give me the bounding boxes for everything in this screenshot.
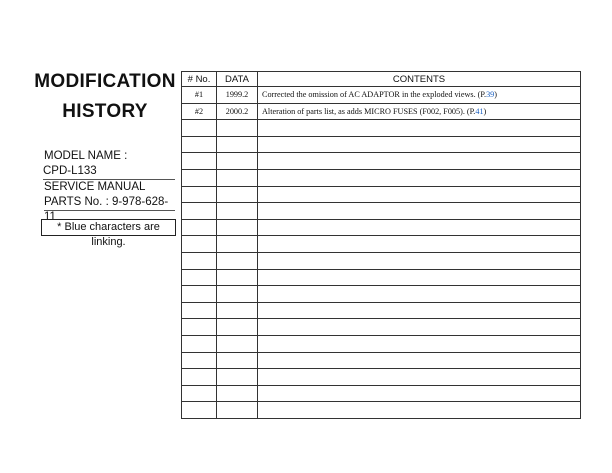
row-number: #1 — [182, 87, 217, 104]
empty-cell — [217, 369, 258, 386]
title-modification: MODIFICATION — [34, 71, 176, 92]
empty-row — [182, 335, 581, 352]
empty-cell — [217, 153, 258, 170]
header-no: # No. — [182, 72, 217, 87]
title-history: HISTORY — [62, 101, 148, 122]
empty-cell — [258, 186, 581, 203]
empty-cell — [217, 203, 258, 220]
page-link[interactable]: 39 — [486, 90, 495, 100]
row-date: 1999.2 — [217, 87, 258, 104]
service-manual-label: SERVICE MANUAL — [44, 181, 146, 193]
empty-cell — [182, 219, 217, 236]
empty-row — [182, 169, 581, 186]
empty-cell — [182, 236, 217, 253]
empty-cell — [258, 252, 581, 269]
model-name-label: MODEL NAME : — [44, 150, 128, 162]
empty-cell — [258, 203, 581, 220]
empty-cell — [258, 402, 581, 419]
empty-cell — [182, 120, 217, 137]
empty-cell — [258, 385, 581, 402]
empty-cell — [217, 169, 258, 186]
model-name-value: CPD-L133 — [43, 164, 175, 180]
empty-cell — [182, 319, 217, 336]
empty-cell — [258, 302, 581, 319]
table-row — [182, 87, 581, 104]
empty-cell — [217, 219, 258, 236]
empty-cell — [258, 153, 581, 170]
empty-row — [182, 352, 581, 369]
empty-row — [182, 385, 581, 402]
empty-row — [182, 120, 581, 137]
empty-cell — [258, 286, 581, 303]
row-suffix: ) — [483, 106, 487, 116]
empty-cell — [217, 335, 258, 352]
empty-cell — [258, 335, 581, 352]
row-contents — [258, 87, 581, 104]
empty-cell — [217, 236, 258, 253]
empty-cell — [182, 385, 217, 402]
empty-cell — [182, 169, 217, 186]
empty-cell — [258, 120, 581, 137]
empty-cell — [258, 352, 581, 369]
empty-cell — [182, 269, 217, 286]
empty-row — [182, 136, 581, 153]
empty-cell — [217, 352, 258, 369]
empty-cell — [182, 186, 217, 203]
empty-row — [182, 319, 581, 336]
empty-row — [182, 186, 581, 203]
empty-row — [182, 203, 581, 220]
empty-row — [182, 302, 581, 319]
empty-cell — [182, 286, 217, 303]
row-date: 2000.2 — [217, 103, 258, 120]
empty-row — [182, 286, 581, 303]
empty-row — [182, 153, 581, 170]
empty-cell — [217, 136, 258, 153]
model-info — [43, 149, 175, 223]
empty-cell — [258, 136, 581, 153]
row-contents — [258, 103, 581, 120]
empty-cell — [182, 153, 217, 170]
header-data: DATA — [217, 72, 258, 87]
row-text: Alteration of parts list, as adds MICRO FUSES (F002, F005). (P. — [262, 106, 476, 116]
page-link[interactable]: 41 — [475, 106, 484, 116]
empty-cell — [217, 252, 258, 269]
empty-cell — [182, 302, 217, 319]
table-header-row — [182, 72, 581, 87]
empty-cell — [258, 319, 581, 336]
empty-cell — [182, 252, 217, 269]
table-row — [182, 103, 581, 120]
empty-cell — [217, 120, 258, 137]
empty-cell — [217, 186, 258, 203]
empty-cell — [258, 236, 581, 253]
row-suffix: ) — [494, 90, 497, 100]
empty-row — [182, 219, 581, 236]
empty-cell — [217, 286, 258, 303]
empty-row — [182, 252, 581, 269]
empty-cell — [258, 369, 581, 386]
header-contents: CONTENTS — [258, 72, 581, 87]
modification-table — [181, 71, 581, 419]
empty-row — [182, 402, 581, 419]
empty-cell — [217, 269, 258, 286]
empty-cell — [258, 169, 581, 186]
empty-row — [182, 369, 581, 386]
empty-cell — [182, 136, 217, 153]
empty-cell — [182, 369, 217, 386]
row-text: Corrected the omission of AC ADAPTOR in the exploded views. (P. — [262, 90, 487, 100]
empty-cell — [182, 352, 217, 369]
empty-cell — [182, 402, 217, 419]
row-number: #2 — [182, 103, 217, 120]
empty-cell — [258, 269, 581, 286]
empty-cell — [258, 219, 581, 236]
empty-cell — [182, 335, 217, 352]
empty-row — [182, 269, 581, 286]
parts-number: PARTS No. : 9-978-628-11 — [44, 195, 175, 211]
empty-cell — [217, 319, 258, 336]
empty-cell — [217, 402, 258, 419]
empty-cell — [217, 302, 258, 319]
empty-cell — [182, 203, 217, 220]
empty-cell — [217, 385, 258, 402]
empty-row — [182, 236, 581, 253]
link-note: * Blue characters are linking. — [41, 219, 176, 236]
